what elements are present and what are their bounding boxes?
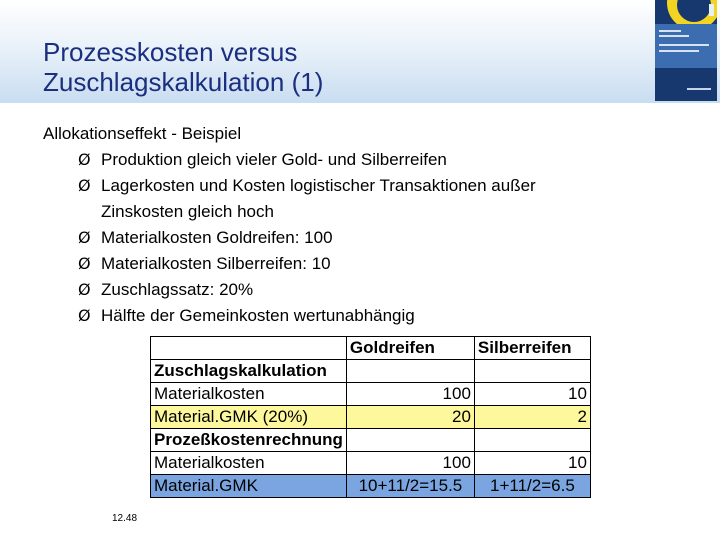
table-cell-label: Materialkosten [151, 452, 347, 475]
table-header-cell [151, 337, 347, 360]
bullet-arrow-icon: Ø [78, 254, 91, 273]
table-cell-silber: 10 [474, 452, 590, 475]
section-heading: Allokationseffekt - Beispiel [43, 124, 242, 143]
page-number: 12.48 [112, 513, 138, 524]
bullet-arrow-icon: Ø [78, 306, 91, 325]
table-cell-silber: 2 [474, 406, 590, 429]
table-cell-silber [474, 429, 590, 452]
table-row [151, 383, 591, 406]
table-row-highlighted [151, 475, 591, 498]
table-cell-gold: 20 [346, 406, 474, 429]
bullet-item: Ø Materialkosten Silberreifen: 10 [43, 251, 683, 277]
bullet-arrow-icon: Ø [78, 150, 91, 169]
table-cell-gold [346, 360, 474, 383]
table-header-row [151, 337, 591, 360]
table-cell-label: Zuschlagskalkulation [151, 360, 347, 383]
table-cell-label: Material.GMK [151, 475, 347, 498]
table-cell-label: Material.GMK (20%) [151, 406, 347, 429]
table-cell-gold: 10+11/2=15.5 [346, 475, 474, 498]
table-cell-gold: 100 [346, 452, 474, 475]
title-line-1: Prozesskosten versus [43, 37, 298, 67]
bullet-arrow-icon: Ø [78, 228, 91, 247]
table-section-row [151, 360, 591, 383]
table-cell-silber: 10 [474, 383, 590, 406]
bullet-continuation: Zinskosten gleich hoch [101, 202, 274, 221]
bullet-list [43, 121, 683, 329]
publisher-logo [687, 88, 711, 90]
bullet-arrow-icon: Ø [78, 176, 91, 195]
table-row-highlighted [151, 406, 591, 429]
table-header-cell: Goldreifen [346, 337, 474, 360]
slide-header [0, 0, 720, 103]
table-cell-silber [474, 360, 590, 383]
title-line-2: Zuschlagskalkulation (1) [43, 67, 324, 97]
bullet-arrow-icon: Ø [78, 280, 91, 299]
book-cover-image [655, 0, 717, 101]
table-cell-gold [346, 429, 474, 452]
cost-comparison-table [150, 336, 591, 498]
bullet-item: Ø Materialkosten Goldreifen: 100 [43, 225, 683, 251]
table-cell-label: Materialkosten [151, 383, 347, 406]
table-cell-label: Prozeßkostenrechnung [151, 429, 347, 452]
bullet-item: Ø Zuschlagssatz: 20% [43, 277, 683, 303]
table-header-cell: Silberreifen [474, 337, 590, 360]
table-section-row [151, 429, 591, 452]
bullet-item: Ø Produktion gleich vieler Gold- und Silberreifen [43, 147, 683, 173]
table-cell-silber: 1+11/2=6.5 [474, 475, 590, 498]
bullet-item: Ø Hälfte der Gemeinkosten wertunabhängig [43, 303, 683, 329]
table-cell-gold: 100 [346, 383, 474, 406]
bullet-item: Ø Lagerkosten und Kosten logistischer Transaktionen außer [43, 173, 683, 199]
slide-title [43, 37, 603, 97]
table-row [151, 452, 591, 475]
